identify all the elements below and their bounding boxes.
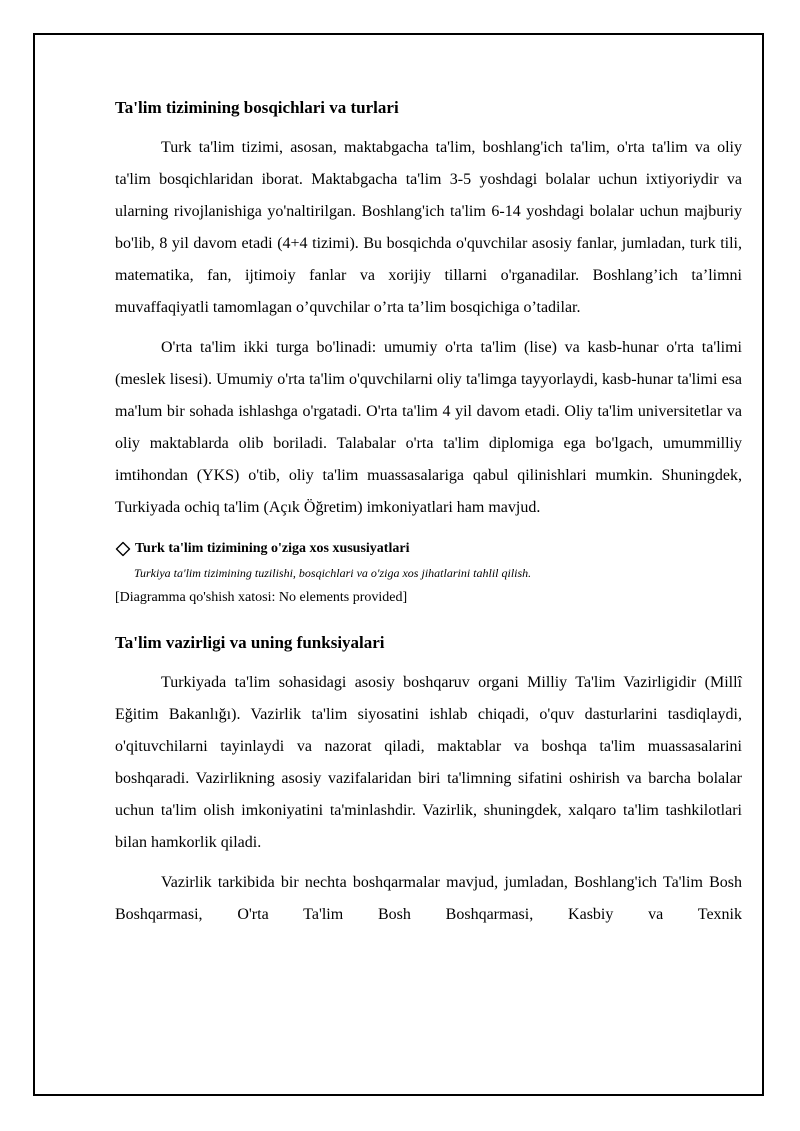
diamond-icon <box>115 541 131 557</box>
diagram-error-message: [Diagramma qo'shish xatosi: No elements provided] <box>115 590 408 605</box>
section-heading-ministry: Ta'lim vazirligi va uning funksiyalari <box>115 633 385 652</box>
paragraph-stages-2: O'rta ta'lim ikki turga bo'linadi: umumiy o'rta ta'lim (lise) va kasb-hunar o'rta ta'limi (meslek lisesi). Umumiy o'rta ta'lim o'quvchilarni oliy ta'limga tayyorlaydi, kasb-hunar ta'limi esa ma'lum bir sohada ishlashga o'rgatadi. O'rta ta'lim 4 yil davom etadi. Oliy ta'lim universitetlar va oliy maktablarda olib boriladi. Talabalar o'rta ta'lim diplomiga ega bo'lgach, umummilliy imtihondan (YKS) o'tib, oliy ta'lim muassasalariga qabul qilinishlari mumkin. Shuningdek, Turkiyada ochiq ta'lim (Açık Öğretim) imkoniyatlari ham mavjud. <box>115 339 742 516</box>
diagram-block <box>115 538 742 609</box>
diagram-subtitle: Turkiya ta'lim tizimining tuzilishi, bosqichlari va o'ziga xos jihatlarini tahlil qilish. <box>134 566 532 580</box>
diagram-title-row <box>115 538 742 560</box>
paragraph-ministry-2: Vazirlik tarkibida bir nechta boshqarmalar mavjud, jumladan, Boshlang'ich Ta'lim Bosh Boshqarmasi, O'rta Ta'lim Bosh Boshqarmasi, Kasbiy va Texnik <box>115 874 742 923</box>
document-body <box>115 96 742 939</box>
paragraph-stages-1: Turk ta'lim tizimi, asosan, maktabgacha ta'lim, boshlang'ich ta'lim, o'rta ta'lim va oliy ta'lim bosqichlaridan iborat. Maktabgacha ta'lim 3-5 yoshdagi bolalar uchun ixtiyoriydir va ularning rivojlanishiga yo'naltirilgan. Boshlang'ich ta'lim 6-14 yoshdagi bolalar uchun majburiy bo'lib, 8 yil davom etadi (4+4 tizimi). Bu bosqichda o'quvchilar asosiy fanlar, jumladan, turk tili, matematika, fan, ijtimoiy fanlar va xorijiy tillarni o'rganadilar. Boshlang’ich ta’limni muvaffaqiyatli tamomlagan o’quvchilar o’rta ta’lim bosqichiga o’tadilar. <box>115 139 742 316</box>
diagram-title: Turk ta'lim tizimining o'ziga xos xususiyatlari <box>135 541 410 556</box>
paragraph-ministry-1: Turkiyada ta'lim sohasidagi asosiy boshqaruv organi Milliy Ta'lim Vazirligidir (Millî Eğitim Bakanlığı). Vazirlik ta'lim siyosatini ishlab chiqadi, o'quv dasturlarini tasdiqlaydi, o'qituvchilarni tayinlaydi va nazorat qiladi, maktablar va boshqa ta'lim muassasalarini boshqaradi. Vazirlikning asosiy vazifalaridan biri ta'limning sifatini oshirish va barcha bolalar uchun ta'lim olish imkoniyatini ta'minlashdir. Vazirlik, shuningdek, xalqaro ta'lim tashkilotlari bilan hamkorlik qiladi. <box>115 674 742 851</box>
section-heading-stages: Ta'lim tizimining bosqichlari va turlari <box>115 98 399 117</box>
